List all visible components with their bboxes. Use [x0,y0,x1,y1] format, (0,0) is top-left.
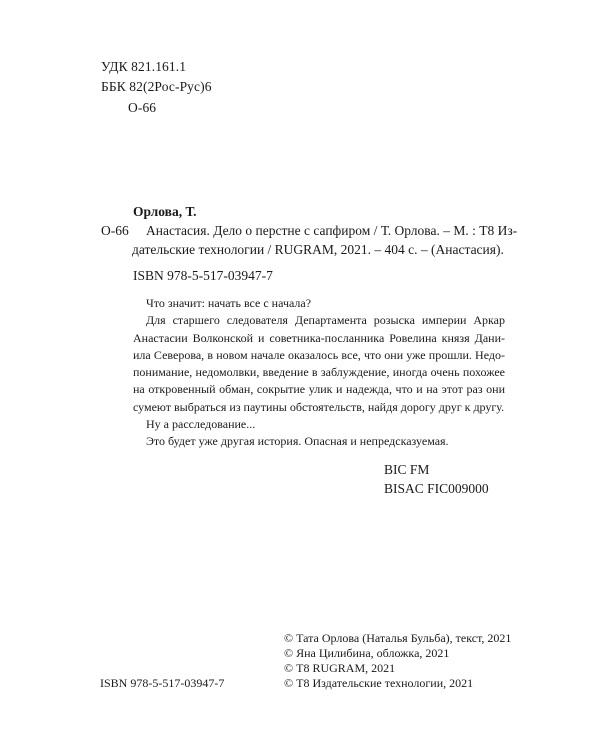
annotation-line: на откровенный обман, сокрытие улик и надежда, что и на этот раз они [133,382,505,397]
entry-author: Орлова, Т. [133,204,197,219]
entry-line-2: дательские технологии / RUGRAM, 2021. – 404 с. – (Анастасия). [132,242,504,257]
annotation [133,295,505,451]
copyright-line: © Тата Орлова (Наталья Бульба), текст, 2021 [284,631,512,645]
entry-description [132,221,518,259]
annotation-line: Это будет уже другая история. Опасная и непредсказуемая. [146,434,449,449]
entry-line-1: Анастасия. Дело о перстне с сапфиром / Т. Орлова. – М. : Т8 Из- [146,223,518,238]
annotation-line: сумеют выбраться из паутины обстоятельств, найдя дорогу друг к другу. [133,399,505,414]
annotation-line: ила Северова, в новом начале оказалось все, что они уже прошли. Недо- [133,347,505,362]
entry-code: О-66 [101,223,129,238]
bottom-isbn: ISBN 978-5-517-03947-7 [100,676,225,690]
annotation-line: Ну а расследование... [146,417,256,432]
udk-code: УДК 821.161.1 [101,59,187,74]
copyright-block [284,631,511,691]
bic-code: BIC FM [384,462,430,477]
copyright-line: © Яна Цилибина, обложка, 2021 [284,646,450,660]
annotation-line: Для старшего следователя Департамента розыска империи Аркар [146,313,505,328]
entry-isbn: ISBN 978-5-517-03947-7 [133,268,273,283]
annotation-line: Что значит: начать все с начала? [146,296,312,310]
bisac-code: BISAC FIC009000 [384,481,489,496]
bbk-code: ББК 82(2Рос-Рус)6 [101,79,212,94]
copyright-line: © Т8 RUGRAM, 2021 [284,661,396,675]
annotation-line: Анастасии Волконской и советника-посланника Ровелина князя Дани- [133,330,505,345]
author-mark: О-66 [128,100,157,115]
annotation-line: понимание, недомолвки, введение в заблуждение, иногда очень похожее [133,365,505,380]
copyright-line: © Т8 Издательские технологии, 2021 [284,676,474,690]
